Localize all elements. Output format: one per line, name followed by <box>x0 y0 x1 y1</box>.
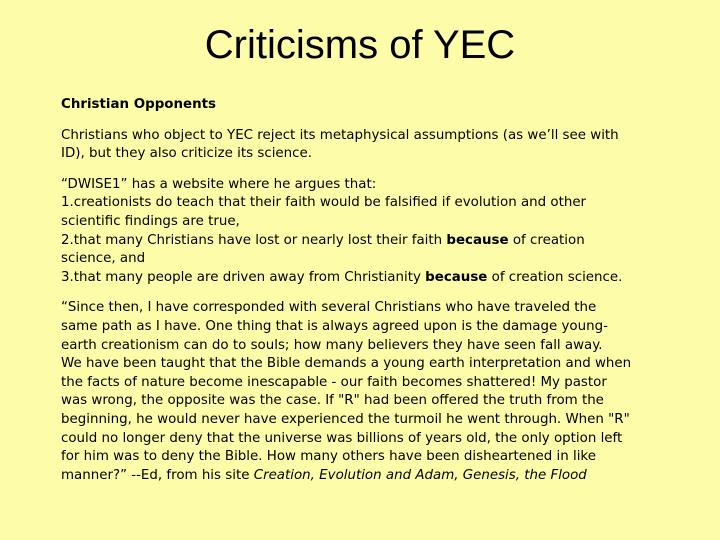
dwise-paragraph <box>61 176 671 288</box>
dwise-text: 3.that many people are driven away from Christianity <box>61 269 426 285</box>
quote-line: We have been taught that the Bible demands a young earth interpretation and when <box>61 356 632 372</box>
intro-line: ID), but they also criticize its science. <box>61 146 313 162</box>
quote-paragraph <box>61 299 671 485</box>
dwise-line: “DWISE1” has a website where he argues that: <box>61 176 377 192</box>
dwise-text: 2.that many Christians have lost or nearly lost their faith <box>61 232 447 248</box>
quote-line: for him was to deny the Bible. How many others have been disheartened in like <box>61 449 596 465</box>
dwise-line: science, and <box>61 251 146 267</box>
quote-line: “Since then, I have corresponded with several Christians who have traveled the <box>61 300 597 316</box>
dwise-line <box>61 232 671 251</box>
quote-line: could no longer deny that the universe was billions of years old, the only option left <box>61 430 623 446</box>
dwise-text: of creation <box>508 232 585 248</box>
slide-title: Criticisms of YEC <box>204 23 516 67</box>
quote-line <box>61 467 671 486</box>
quote-line: the facts of nature become inescapable - our faith becomes shattered! My pastor <box>61 374 607 390</box>
intro-paragraph <box>61 127 671 164</box>
quote-line: was wrong, the opposite was the case. If "R" had been offered the truth from the <box>61 393 604 409</box>
dwise-line: 1.creationists do teach that their faith would be falsified if evolution and other <box>61 195 587 211</box>
quote-attribution: manner?” --Ed, from his site <box>61 467 254 483</box>
slide-body <box>61 96 671 497</box>
quote-line: beginning, he would never have experienced the turmoil he went through. When "R" <box>61 411 630 427</box>
intro-line: Christians who object to YEC reject its metaphysical assumptions (as we’ll see with <box>61 127 619 143</box>
emphasis-because: because <box>425 269 488 285</box>
dwise-line: scientific findings are true, <box>61 213 240 229</box>
emphasis-because: because <box>446 232 509 248</box>
quote-line: same path as I have. One thing that is always agreed upon is the damage young- <box>61 318 608 334</box>
dwise-text: of creation science. <box>487 269 623 285</box>
quote-line: earth creationism can do to souls; how many believers they have seen fall away. <box>61 337 603 353</box>
dwise-line <box>61 269 671 288</box>
section-heading: Christian Opponents <box>61 97 217 112</box>
source-title: Creation, Evolution and Adam, Genesis, the Flood <box>253 467 587 483</box>
